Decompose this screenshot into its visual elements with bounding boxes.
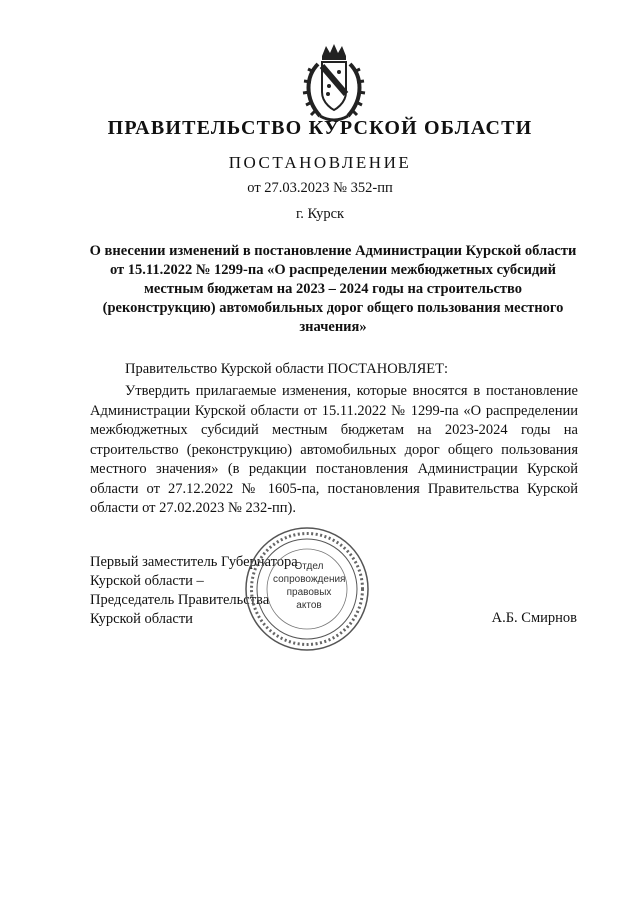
body-paragraph: Утвердить прилагаемые изменения, которые вносятся в постановление Администрации Курской области от 15.11.2022 № 1299-па «О распределении межбюджетных субсидий местным бюджетам на 2023-2024 годы на строительство (реконструкцию) автомобильных дорог общего пользования местного значения» (в редакции постановления Администрации Курской области от 27.12.2022 № 1605-па, постановления Правительства Курской области от 27.02.2023 № 232-пп). — [90, 383, 578, 516]
stamp-line-2: сопровождения — [273, 574, 346, 585]
document-heading: О внесении изменений в постановление Администрации Курской области от 15.11.2022 № 1299-па «О распределении межбюджетных субсидий местным бюджетам на 2023 – 2024 годы на строительство (реконструкцию) автомобильных дорог общего пользования местного значения» — [89, 243, 577, 335]
document-type: ПОСТАНОВЛЕНИЕ — [228, 153, 412, 172]
signature-line-2: Курской области – — [90, 573, 204, 589]
coat-of-arms-emblem — [298, 42, 370, 124]
stamp-line-3: правовых — [286, 587, 332, 598]
stamp-line-4: актов — [296, 600, 322, 611]
stamp-line-1: Отдел — [294, 561, 324, 572]
preamble: Правительство Курской области ПОСТАНОВЛЯЕТ: — [125, 361, 449, 377]
document-date-number: от 27.03.2023 № 352-пп — [247, 180, 393, 196]
document-city: г. Курск — [295, 206, 345, 222]
government-title: ПРАВИТЕЛЬСТВО КУРСКОЙ ОБЛАСТИ — [107, 117, 533, 139]
signature-line-3: Председатель Правительства — [90, 592, 270, 608]
signature-line-1: Первый заместитель Губернатора — [90, 554, 298, 570]
signature-line-4: Курской области — [90, 611, 193, 627]
signer-name: А.Б. Смирнов — [491, 610, 577, 626]
stamp-text — [273, 560, 345, 612]
